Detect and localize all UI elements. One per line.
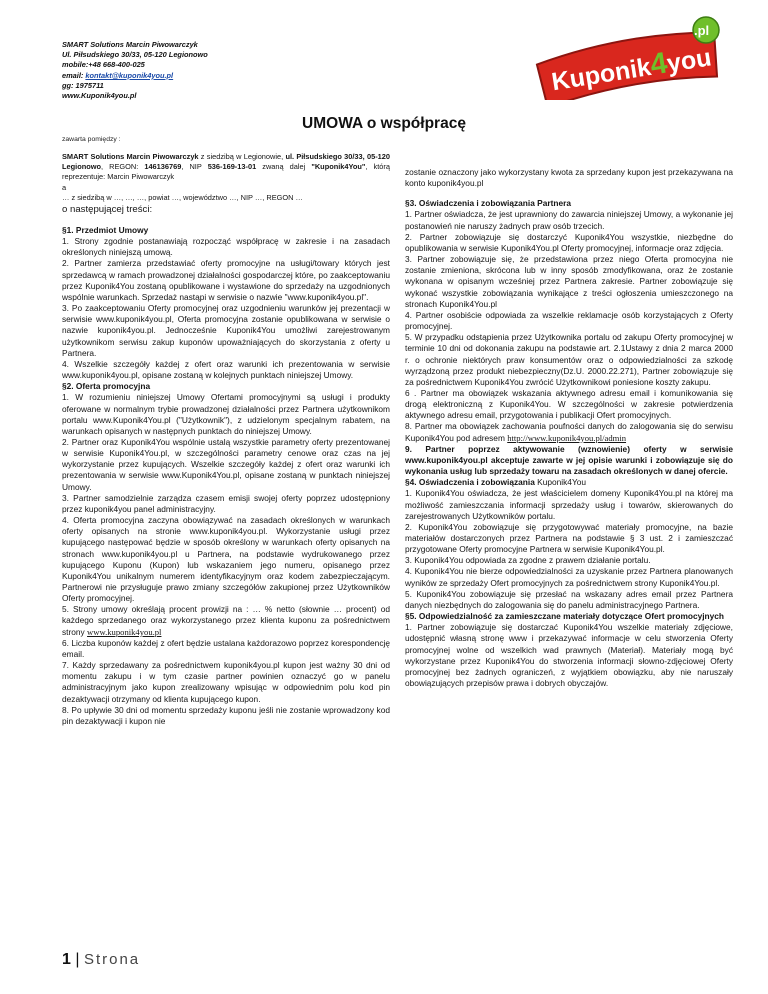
footer-word: Strona xyxy=(83,951,141,968)
section-4-point-4: 4. Kuponik4You nie bierze odpowiedzialności za uzyskanie przez Partnera planowanych wyników ze sprzedaży Ofert promocyjnych za pośrednictwem strony Kuponik4You.pl. xyxy=(405,566,733,588)
section-5-point-1: 1. Partner zobowiązuje się dostarczać Kuponik4You wszelkie materiały zdjęciowe, udostępnić własną stronę www i przekazywać informacje w celu stworzenia Oferty promocyjnej wolne od wszelkich wad prawnych (Materiał). Materiały mogą być wykorzystane przez Kuponik4You do stworzenia informacji słowno-zdjęciowej Oferty promocyjnej bez żadnych ograniczeń, z wyjątkiem obowiązku, aby nie naruszały obowiązujących przepisów prawa i dobrych obyczajów. xyxy=(405,622,733,689)
logo-word-kuponik: Kuponik xyxy=(549,52,653,97)
section-4-heading: §4. Oświadczenia i zobowiązania Kuponik4You xyxy=(405,477,587,488)
company-header xyxy=(62,40,422,101)
section-3-point-5: 5. W przypadku odstąpienia przez Użytkownika portalu od zakupu Oferty promocyjnej w terminie 10 dni od dokonania zakupu na podstawie art. 2.1Ustawy z dnia 2 marca 2000 r. o ochronie niektórych praw konsumentów oraz o odpowiedzialności za szkodę wyrządzoną przez produkt niebezpieczny(Dz.U. 2000.22.271), Partner zobowiązuje się za pośrednictwem Kuponik4You zwrócić Użytkownikowi poniesione koszty zakupu. xyxy=(405,332,733,387)
intro-line: o następującej treści: xyxy=(62,204,153,216)
company-email-link[interactable]: kontakt@kuponik4you.pl xyxy=(85,70,174,80)
section-5-heading: §5. Odpowiedzialność za zamieszczane materiały dotyczące Ofert promocyjnych xyxy=(405,611,725,622)
company-mobile: mobile:+48 668-400-025 xyxy=(62,60,145,70)
page-number: 1 xyxy=(62,951,71,968)
section-2-point-8: 8. Po upływie 30 dni od momentu sprzedaży kuponu jeśli nie zostanie wprowadzony kod pin dezaktywacji i kupon nie xyxy=(62,704,390,726)
section-2-point-5: 5. Strony umowy określają procent prowizji na : … % netto (słownie … procent) od każdego sprzedanego oraz wykorzystanego przez klienta kuponu za pośrednictwem strony www.kuponik4you.pl xyxy=(62,604,390,637)
section-3-point-2: 2. Partner zobowiązuje się dostarczyć Kuponik4You wszystkie, niezbędne do opublikowania w serwisie Kuponik4You.pl Oferty promocyjnej, informacje oraz zdjęcia. xyxy=(405,231,733,253)
section-2-point-6: 6. Liczba kuponów każdej z ofert będzie ustalana każdorazowo poprzez korespondencję email. xyxy=(62,637,390,659)
party-and: a xyxy=(62,182,67,192)
page-footer xyxy=(62,951,140,969)
kuponik4you-link[interactable]: www.kuponik4you.pl xyxy=(87,626,162,637)
section-2-heading: §2. Oferta promocyjna xyxy=(62,381,151,392)
section-3-point-6: 6 . Partner ma obowiązek wskazania aktywnego adresu email i komunikowania się drogą elektroniczną z Kuponik4You. W szczególności w zakresie potwierdzenia aktywnego adresu email, przygotowania i publikacji Ofert promocyjnych. xyxy=(405,387,733,421)
section-2-point-7: 7. Każdy sprzedawany za pośrednictwem kuponik4you.pl kupon jest ważny 30 dni od momentu zakupu i w tym czasie partner powinien oznaczyć go w panelu administracyjnym jako kupon zrealizowany wpisując w odpowiednim polu kod pin dezaktywacji otrzymany od klienta kupującego kupon. xyxy=(62,660,390,704)
company-gg: gg: 1975711 xyxy=(62,80,104,90)
right-column xyxy=(405,167,733,689)
section-3-point-8: 8. Partner ma obowiązek zachowania poufności danych do zalogowania się do serwisu Kuponik4You pod adresem http://www.kuponik4you.pl/admin xyxy=(405,421,733,443)
section-3-heading: §3. Oświadczenia i zobowiązania Partnera xyxy=(405,198,572,209)
party-b: … z siedzibą w …, …, …, powiat …, województwo …, NIP …, REGON … xyxy=(62,192,303,202)
section-4-point-3: 3. Kuponik4You odpowiada za zgodne z prawem działanie portalu. xyxy=(405,555,651,566)
section-1-heading: §1. Przedmiot Umowy xyxy=(62,225,149,236)
logo-word-you: you xyxy=(664,43,714,79)
admin-panel-link[interactable]: http://www.kuponik4you.pl/admin xyxy=(507,432,627,443)
company-www: www.Kuponik4you.pl xyxy=(62,91,137,101)
section-4-point-1: 1. Kuponik4You oświadcza, że jest właścicielem domeny Kuponik4You.pl na której ma możliwość zamieszczania informacji sprzedaży usług i towarów, skierowanych do zarejestrowanych Użytkowników portalu. xyxy=(405,488,733,521)
company-name: SMART Solutions Marcin Piwowarczyk xyxy=(62,40,198,49)
section-3-point-1: 1. Partner oświadcza, że jest uprawniony do zawarcia niniejszej Umowy, a wykonanie jej postanowień nie naruszy żadnych praw osób trzecich. xyxy=(405,209,733,231)
page-title: UMOWA o współpracę xyxy=(302,115,466,132)
footer-separator: | xyxy=(70,951,84,968)
section-4-point-2: 2. Kuponik4You zobowiązuje się przygotowywać materiały promocyjne, na bazie materiałów dostarczonych przez Partnera na podstawie § 3 ust. 2 i zamieszczać przygotowane Oferty promocyjne Partnera w serwisie Kuponik4You.pl. xyxy=(405,521,733,555)
section-2-point-3: 3. Partner samodzielnie zarządza czasem emisji swojej oferty poprzez udostępniony przez kuponik4you panel administracyjny. xyxy=(62,492,390,514)
section-4-point-5: 5. Kuponik4You zobowiązuje się przesłać na wskazany adres email przez Partnera danych niezbędnych do zalogowania się do panelu administracyjnego Partnera. xyxy=(405,588,733,610)
section-2-point-2: 2. Partner oraz Kuponik4You wspólnie ustalą wszystkie parametry oferty prezentowanej w serwisie Kuponik4You.pl, w szczególności parametry cenowe oraz czas na jej wykorzystanie przez kupujących. Wszelkie szczegóły każdej z ofert oraz warunki ich prezentowania w serwisie www.Kuponik4You.pl, opisane zostaną w punktach niniejszej Umowy. xyxy=(62,436,390,492)
section-3-point-9: 9. Partner poprzez aktywowanie (wznowienie) oferty w serwisie www.kuponik4you.pl akceptuje zawarte w jej opisie warunki i zobowiązuje się do wykonania usług lub sprzedaży towaru na zasadach określonych w danej ofercie. xyxy=(405,443,733,477)
company-address: Ul. Piłsudskiego 30/33, 05-120 Legionowo xyxy=(62,50,208,60)
kuponik4you-logo xyxy=(528,16,732,100)
section-1-point-4: 4. Wszelkie szczegóły każdej z ofert oraz warunki ich prezentowania w serwisie www.kuponik4you.pl, opisane zostaną w kolejnych punktach niniejszej Umowy. xyxy=(62,358,390,381)
logo-pl-text: .pl xyxy=(694,23,710,38)
section-1-point-1: 1. Strony zgodnie postanawiają rozpocząć współpracę w zakresie i na zasadach określonych niniejszą umową. xyxy=(62,236,390,258)
section-3-point-3: 3. Partner zobowiązuje się, że przedstawiona przez niego Oferta promocyjna nie zostanie zmieniona, skrócona lub w inny sposób zmodyfikowana, oraz że zostanie wykonana w opisanym wcześniej przez Partnera zakresie. Partner zobowiązuje się wykonać wszystkie zobowiązania wynikające z treści ogłoszenia umieszczonego na stronach Kuponik4You.pl xyxy=(405,254,733,309)
section-2-point-1: 1. W rozumieniu niniejszej Umowy Ofertami promocyjnymi są usługi i produkty oferowane w normalnym trybie prowadzonej działalności przez Partnera użytkownikom portalu www.Kuponik4You.pl ("Użytkownik"), z udzielonym specjalnym rabatem, na warunkach opisanych w następnych punktach do niniejszej Umowy. xyxy=(62,392,390,436)
section-2-point-4: 4. Oferta promocyjna zaczyna obowiązywać na zasadach określonych w warunkach oferty opisanych na stronie www.kuponik4you.pl. Wykorzystanie usługi przez kupującego następować będzie w sposób określony w warunkach oferty opisanych na stronach www.kuponik4you.pl u Partnera, na podstawie wydrukowanego przez kupującego Kuponu (Kupon) lub wskazaniem jego numeru, opisanego przez Kuponik4You unikalnym numerem identyfikacyjnym oraz kodem zabezpieczającym. Partnerowi nie przysługuje prawo zmiany szczegółów zakupionej przez Użytkowników Oferty promocyjnej. xyxy=(62,515,390,604)
left-column xyxy=(62,152,390,727)
section-1-point-3: 3. Po zaakceptowaniu Oferty promocyjnej oraz uzgodnieniu warunków jej prezentacji w serwisie www.kuponik4you.pl, Oferta promocyjna zostanie opublikowana w serwisie o nazwie kuponik4you.pl. Jednocześnie Kuponik4You umożliwi zarejestrowanym użytkownikom serwisu zakup kuponów upoważniających do skorzystania z oferty u Partnera. xyxy=(62,303,390,358)
party-a: SMART Solutions Marcin Piwowarczyk z siedzibą w Legionowie, ul. Piłsudskiego 30/33, 05-120 Legionowo, REGON: 146136769, NIP 536-169-13-01 zwaną dalej "Kuponik4You", którą reprezentuje: Marcin Piwowarczyk xyxy=(62,152,390,182)
section-2-point-8-continued: zostanie oznaczony jako wykorzystany kwota za sprzedany kupon jest przekazywana na konto kuponik4you.pl xyxy=(405,167,733,189)
signed-between: zawarta pomiędzy : xyxy=(62,136,121,143)
company-email-line xyxy=(62,71,422,81)
company-email-prefix: email: xyxy=(62,70,86,80)
section-1-point-2: 2. Partner zamierza przedstawiać oferty promocyjne na usługi/towary których jest sprzedawcą w ramach prowadzonej działalności gospodarczej które, po zaakceptowaniu przez Kuponik4You zostaną opublikowane i wystawione do sprzedaży na uzgodnionych wspólnie warunkach. Sprzedaż nastąpi w serwisie o nazwie "www.kuponik4you.pl". xyxy=(62,258,390,302)
logo-digit: 4 xyxy=(647,46,670,82)
section-3-point-4: 4. Partner osobiście odpowiada za wszelkie reklamacje osób korzystających z Oferty promocyjnej. xyxy=(405,309,733,332)
